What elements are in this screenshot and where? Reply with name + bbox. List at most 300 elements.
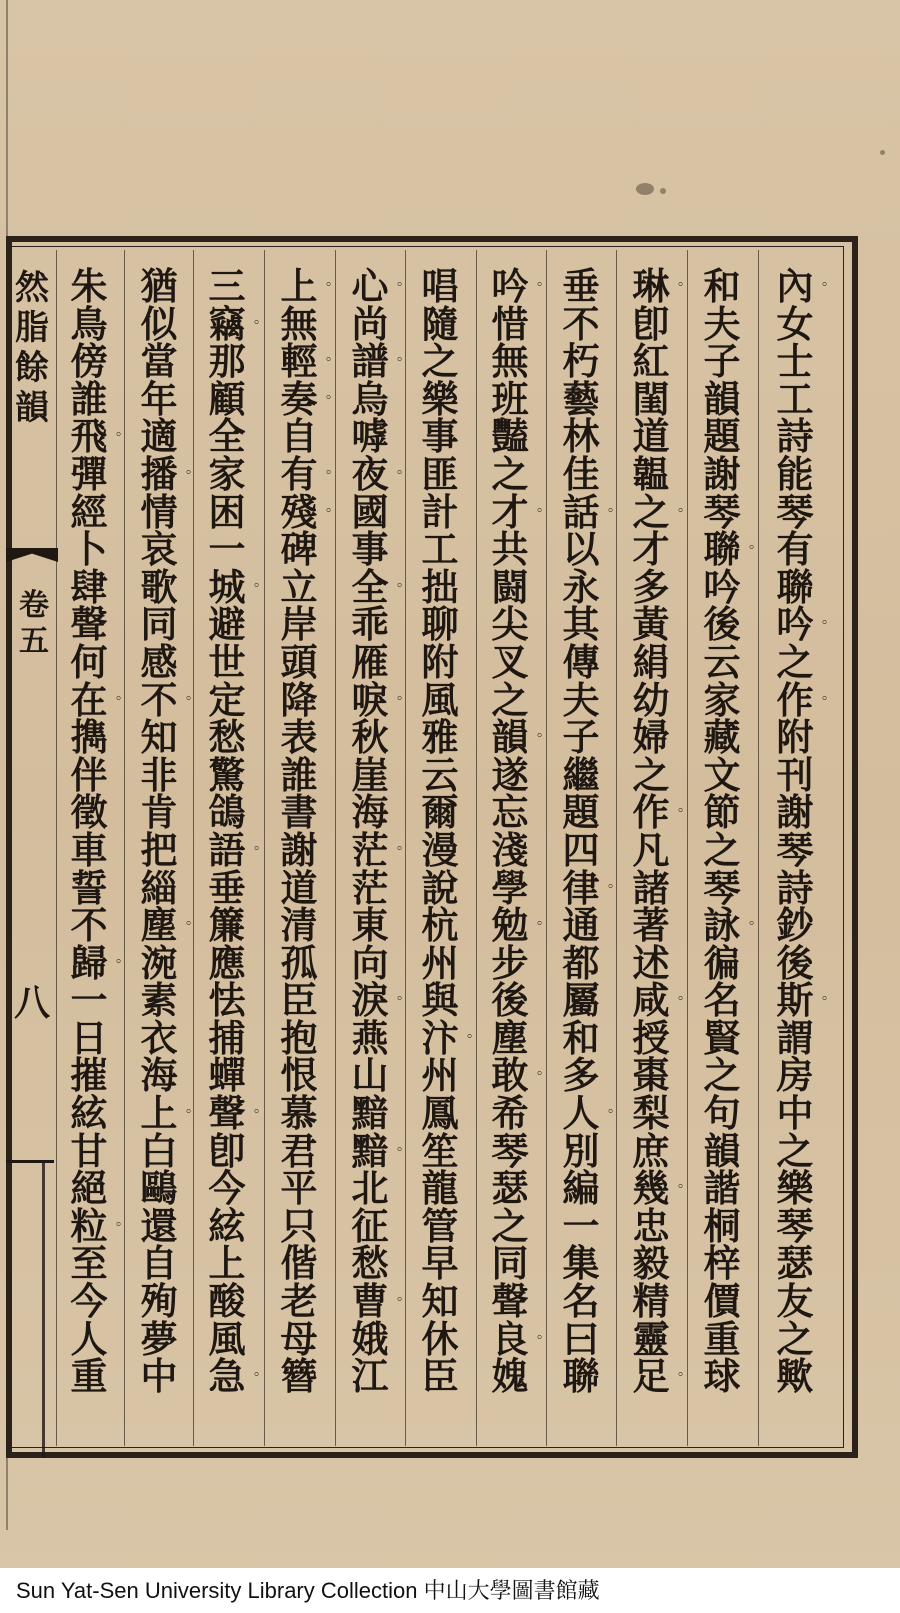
text-char: 琳 。 (629, 268, 673, 306)
text-char: 無 (491, 339, 529, 384)
text-char: 怯 (208, 978, 246, 1023)
text-char: 海 (140, 1053, 178, 1098)
text-char: 精 (632, 1279, 670, 1324)
text-char: 卽 (632, 301, 670, 346)
text-char: 播 。 (137, 456, 181, 494)
text-char: 傍 (70, 339, 108, 384)
text-char: 吟 。 (488, 268, 532, 306)
text-char: 風 (421, 677, 459, 722)
text-char: 唳 。 (348, 682, 392, 720)
text-char: 歌 (140, 564, 178, 609)
text-char: 名 (562, 1279, 600, 1324)
text-char: 題 (703, 414, 741, 459)
text-char: 猶 (140, 264, 178, 308)
text-char: 今 (70, 1279, 108, 1324)
text-char: 友 (776, 1279, 814, 1324)
text-char: 涴 (140, 940, 178, 985)
text-char: 粒 。 (67, 1208, 111, 1246)
text-char: 共 (491, 527, 529, 572)
text-char: 鴿 (208, 790, 246, 835)
text-char: 困 (208, 489, 246, 534)
column-rule (758, 250, 759, 1446)
text-char: 琴 (491, 1128, 529, 1173)
text-char: 韻 (703, 376, 741, 421)
text-char: 繼 (562, 752, 600, 797)
ink-stain (660, 188, 666, 194)
text-char: 衣 (140, 1015, 178, 1060)
text-char: 擕 (70, 715, 108, 760)
text-char: 燕 (351, 1015, 389, 1060)
text-char: 忠 (632, 1203, 670, 1248)
text-char: 諸 (632, 865, 670, 910)
text-char: 卽 (208, 1128, 246, 1173)
text-char: 上 。 (137, 1095, 181, 1133)
text-char: 避 (208, 602, 246, 647)
text-char: 希 (491, 1091, 529, 1136)
text-char: 驚 (208, 752, 246, 797)
column-rule (616, 250, 617, 1446)
text-char: 有 (776, 527, 814, 572)
text-char: 飛 。 (67, 418, 111, 456)
text-char: 江 (351, 1354, 389, 1399)
text-char: 歸 。 (67, 945, 111, 983)
text-char: 捕 (208, 1015, 246, 1060)
text-char: 卜 (70, 527, 108, 572)
text-char: 適 (140, 414, 178, 459)
text-char: 把 (140, 827, 178, 872)
text-char: 朱 (70, 264, 108, 308)
text-char: 都 (562, 940, 600, 985)
text-char: 一 (208, 527, 246, 572)
text-char: 上 (208, 1241, 246, 1286)
text-char: 臣 (280, 978, 318, 1023)
text-char: 聯 (562, 1354, 600, 1399)
text-char: 同 (140, 602, 178, 647)
text-char: 君 (280, 1128, 318, 1173)
text-char: 之 (491, 1203, 529, 1248)
text-char: 孤 (280, 940, 318, 985)
volume-label (12, 588, 56, 660)
text-char: 紅 (632, 339, 670, 384)
text-char: 之 (491, 451, 529, 496)
text-char: 之 。 (629, 494, 673, 532)
text-char: 瑟 (491, 1166, 529, 1211)
text-char: 工 (421, 527, 459, 572)
text-char: 豔 (491, 414, 529, 459)
text-char: 簾 (208, 903, 246, 948)
text-char: 內 。 (773, 268, 817, 306)
text-char: 輕 。 (277, 343, 321, 381)
text-char: 朽 (562, 339, 600, 384)
text-char: 聲 (491, 1279, 529, 1324)
text-char: 非 (140, 752, 178, 797)
text-char: 尖 (491, 602, 529, 647)
text-char: 降 (280, 677, 318, 722)
text-char: 唱 (421, 264, 459, 308)
text-char: 中 (776, 1091, 814, 1136)
text-char: 雁 (351, 639, 389, 684)
text-char: 夫 (562, 677, 600, 722)
text-char: 名 (703, 978, 741, 1023)
text-char: 謂 (776, 1015, 814, 1060)
text-char: 以 (562, 527, 600, 572)
text-char: 多 (632, 564, 670, 609)
text-char: 今 (208, 1166, 246, 1211)
text-char: 經 (70, 489, 108, 534)
text-char: 恨 (280, 1053, 318, 1098)
text-char: 茫 (351, 865, 389, 910)
text-char: 母 (280, 1316, 318, 1361)
text-char: 云 (703, 639, 741, 684)
text-char: 應 (208, 940, 246, 985)
text-char: 伴 (70, 752, 108, 797)
title-char: 脂 (15, 308, 49, 348)
text-char: 與 (421, 978, 459, 1023)
text-char: 中 (140, 1354, 178, 1399)
text-char: 士 (776, 339, 814, 384)
text-char: 節 (703, 790, 741, 835)
text-column (407, 264, 473, 1399)
text-char: 和 (703, 264, 741, 308)
text-char: 至 (70, 1241, 108, 1286)
text-char: 匪 (421, 451, 459, 496)
text-char: 之 (776, 1316, 814, 1361)
text-char: 車 (70, 827, 108, 872)
text-char: 白 (140, 1128, 178, 1173)
text-char: 茫 。 (348, 832, 392, 870)
text-char: 詩 (776, 865, 814, 910)
library-caption: Sun Yat-Sen University Library Collection 中山大學圖書館藏 (0, 1568, 900, 1613)
text-char: 忘 (491, 790, 529, 835)
text-char: 知 (421, 1279, 459, 1324)
text-char: 佳 (562, 451, 600, 496)
text-char: 拙 (421, 564, 459, 609)
text-char: 之 (776, 639, 814, 684)
text-char: 向 (351, 940, 389, 985)
text-char: 全 。 (348, 569, 392, 607)
text-char: 絕 (70, 1166, 108, 1211)
text-char: 才 。 (488, 494, 532, 532)
text-char: 才 (632, 527, 670, 572)
text-char: 詠 。 (700, 907, 744, 945)
text-char: 塵 (491, 1015, 529, 1060)
text-char: 足 。 (629, 1358, 673, 1396)
text-char: 奏 。 (277, 381, 321, 419)
text-char: 諧 (703, 1166, 741, 1211)
text-char: 風 (208, 1316, 246, 1361)
text-char: 事 (421, 414, 459, 459)
text-char: 誰 (70, 376, 108, 421)
text-char: 不 (562, 301, 600, 346)
text-char: 乖 (351, 602, 389, 647)
text-char: 梨 (632, 1091, 670, 1136)
text-char: 不 。 (137, 682, 181, 720)
text-char: 淺 (491, 827, 529, 872)
text-column (266, 264, 332, 1399)
text-char: 州 (421, 940, 459, 985)
text-char: 夢 (140, 1316, 178, 1361)
text-column (194, 264, 260, 1399)
text-char: 娥 (351, 1316, 389, 1361)
text-char: 編 (562, 1166, 600, 1211)
text-char: 山 (351, 1053, 389, 1098)
text-char: 全 (208, 414, 246, 459)
text-column (477, 264, 543, 1399)
book-title (10, 268, 54, 428)
text-char: 韻 (703, 1128, 741, 1173)
text-char: 琴 (776, 1203, 814, 1248)
text-char: 瑟 (776, 1241, 814, 1286)
text-char: 其 (562, 602, 600, 647)
text-char: 管 (421, 1203, 459, 1248)
text-char: 棗 (632, 1053, 670, 1098)
text-char: 授 (632, 1015, 670, 1060)
text-char: 子 (703, 339, 741, 384)
text-char: 樂 (421, 376, 459, 421)
text-char: 雅 (421, 715, 459, 760)
text-char: 文 (703, 752, 741, 797)
title-char: 餘 (15, 348, 49, 388)
title-char: 然 (15, 268, 49, 308)
text-char: 譜 。 (348, 343, 392, 381)
text-char: 屬 (562, 978, 600, 1023)
text-char: 蟬 (208, 1053, 246, 1098)
text-char: 絹 (632, 639, 670, 684)
text-char: 咸 。 (629, 982, 673, 1020)
text-char: 琴 (703, 865, 741, 910)
text-char: 還 (140, 1203, 178, 1248)
text-char: 偕 (280, 1241, 318, 1286)
text-char: 淚 。 (348, 982, 392, 1020)
text-char: 龍 (421, 1166, 459, 1211)
text-column (126, 264, 192, 1399)
text-char: 藝 (562, 376, 600, 421)
text-char: 素 (140, 978, 178, 1023)
text-char: 誰 (280, 752, 318, 797)
text-char: 題 (562, 790, 600, 835)
text-char: 秋 (351, 715, 389, 760)
text-char: 書 (280, 790, 318, 835)
text-char: 律 。 (559, 870, 603, 908)
text-char: 殘 。 (277, 494, 321, 532)
text-char: 絃 (208, 1203, 246, 1248)
text-char: 後 (703, 602, 741, 647)
text-char: 之 (421, 339, 459, 384)
text-char: 平 (280, 1166, 318, 1211)
text-char: 鈔 (776, 903, 814, 948)
text-char: 摧 (70, 1053, 108, 1098)
text-char: 碑 (280, 527, 318, 572)
text-char: 韞 (632, 451, 670, 496)
text-char: 家 (703, 677, 741, 722)
text-column (762, 264, 828, 1399)
text-char: 毅 (632, 1241, 670, 1286)
text-char: 感 (140, 639, 178, 684)
text-char: 那 (208, 339, 246, 384)
text-char: 韻 。 (488, 719, 532, 757)
text-char: 作 。 (629, 794, 673, 832)
column-rule (335, 250, 336, 1446)
text-char: 勉 。 (488, 907, 532, 945)
text-char: 多 (562, 1053, 600, 1098)
text-char: 說 (421, 865, 459, 910)
text-char: 敢 。 (488, 1057, 532, 1095)
text-char: 幼 (632, 677, 670, 722)
text-char: 叉 (491, 639, 529, 684)
text-char: 彈 (70, 451, 108, 496)
text-char: 夫 (703, 301, 741, 346)
text-char: 聊 (421, 602, 459, 647)
text-char: 鷗 (140, 1166, 178, 1211)
ink-stain (636, 183, 654, 195)
text-char: 只 (280, 1203, 318, 1248)
text-char: 甘 (70, 1128, 108, 1173)
text-char: 杭 (421, 903, 459, 948)
text-char: 謝 (776, 790, 814, 835)
text-char: 梓 (703, 1241, 741, 1286)
text-char: 征 (351, 1203, 389, 1248)
text-char: 徧 (703, 940, 741, 985)
text-char: 四 (562, 827, 600, 872)
text-char: 鳳 (421, 1091, 459, 1136)
text-char: 不 (70, 903, 108, 948)
text-char: 聲 。 (205, 1095, 249, 1133)
text-char: 傳 (562, 639, 600, 684)
text-char: 之 (776, 1128, 814, 1173)
text-char: 道 (280, 865, 318, 910)
text-char: 閨 (632, 376, 670, 421)
text-char: 永 (562, 564, 600, 609)
text-char: 肆 (70, 564, 108, 609)
text-char: 崖 (351, 752, 389, 797)
text-char: 顧 (208, 376, 246, 421)
text-char: 有 。 (277, 456, 321, 494)
text-char: 刊 (776, 752, 814, 797)
text-char: 鳥 (70, 301, 108, 346)
text-char: 急 。 (205, 1358, 249, 1396)
text-char: 靈 (632, 1316, 670, 1361)
text-char: 藏 (703, 715, 741, 760)
text-char: 工 (776, 376, 814, 421)
text-char: 斯 。 (773, 982, 817, 1020)
text-char: 哀 (140, 527, 178, 572)
text-char: 臣 (421, 1354, 459, 1399)
text-column (618, 264, 684, 1399)
text-char: 緇 (140, 865, 178, 910)
text-char: 別 (562, 1128, 600, 1173)
text-char: 事 (351, 527, 389, 572)
text-char: 一 (562, 1203, 600, 1248)
text-char: 學 (491, 865, 529, 910)
text-char: 笙 (421, 1128, 459, 1173)
text-char: 媿 (491, 1354, 529, 1399)
text-char: 歟 (776, 1354, 814, 1399)
margin-rule-vertical (42, 1160, 45, 1458)
text-char: 重 (703, 1316, 741, 1361)
text-char: 尚 (351, 301, 389, 346)
text-char: 遂 (491, 752, 529, 797)
text-char: 林 (562, 414, 600, 459)
text-char: 情 (140, 489, 178, 534)
text-char: 北 (351, 1166, 389, 1211)
text-char: 烏 (351, 376, 389, 421)
text-char: 休 (421, 1316, 459, 1361)
text-char: 桐 (703, 1203, 741, 1248)
text-char: 國 (351, 489, 389, 534)
text-char: 黃 (632, 602, 670, 647)
text-char: 肯 (140, 790, 178, 835)
text-char: 州 (421, 1053, 459, 1098)
text-char: 聯 。 (700, 531, 744, 569)
text-char: 隨 (421, 301, 459, 346)
text-char: 酸 (208, 1279, 246, 1324)
text-char: 海 (351, 790, 389, 835)
text-char: 愁 (208, 715, 246, 760)
column-rule (546, 250, 547, 1446)
text-char: 清 (280, 903, 318, 948)
text-char: 當 (140, 339, 178, 384)
text-char: 爾 (421, 790, 459, 835)
text-char: 聲 (70, 602, 108, 647)
text-char: 竊 。 (205, 306, 249, 344)
text-char: 道 (632, 414, 670, 459)
text-char: 表 (280, 715, 318, 760)
text-char: 簪 (280, 1354, 318, 1399)
text-char: 三 (208, 264, 246, 308)
text-char: 計 (421, 489, 459, 534)
text-char: 之 (491, 677, 529, 722)
text-char: 一 (70, 978, 108, 1023)
text-column (548, 264, 614, 1399)
text-char: 汴 。 (418, 1020, 462, 1058)
text-char: 惜 (491, 301, 529, 346)
volume-char: 五 (19, 624, 49, 659)
text-char: 誓 (70, 865, 108, 910)
text-char: 作 。 (773, 682, 817, 720)
text-char: 曹 。 (348, 1283, 392, 1321)
title-char: 韻 (15, 388, 49, 428)
text-char: 後 (776, 940, 814, 985)
text-column (337, 264, 403, 1399)
text-char: 何 (70, 639, 108, 684)
text-char: 庶 (632, 1128, 670, 1173)
text-char: 之 (703, 827, 741, 872)
text-char: 定 (208, 677, 246, 722)
text-char: 愁 (351, 1241, 389, 1286)
text-char: 通 (562, 903, 600, 948)
text-char: 樂 (776, 1166, 814, 1211)
text-char: 老 (280, 1279, 318, 1324)
text-char: 琴 (776, 489, 814, 534)
text-char: 闘 (491, 564, 529, 609)
text-column (56, 264, 122, 1399)
text-char: 自 (280, 414, 318, 459)
text-char: 之 (632, 752, 670, 797)
text-char: 世 (208, 639, 246, 684)
text-char: 謝 (280, 827, 318, 872)
text-char: 謝 (703, 451, 741, 496)
text-char: 幾 。 (629, 1170, 673, 1208)
text-char: 集 (562, 1241, 600, 1286)
text-char: 吟 (703, 564, 741, 609)
text-char: 立 (280, 564, 318, 609)
text-char: 似 (140, 301, 178, 346)
text-char: 岸 (280, 602, 318, 647)
text-char: 家 (208, 451, 246, 496)
margin-rule (6, 1160, 54, 1163)
text-char: 抱 (280, 1015, 318, 1060)
text-char: 自 (140, 1241, 178, 1286)
